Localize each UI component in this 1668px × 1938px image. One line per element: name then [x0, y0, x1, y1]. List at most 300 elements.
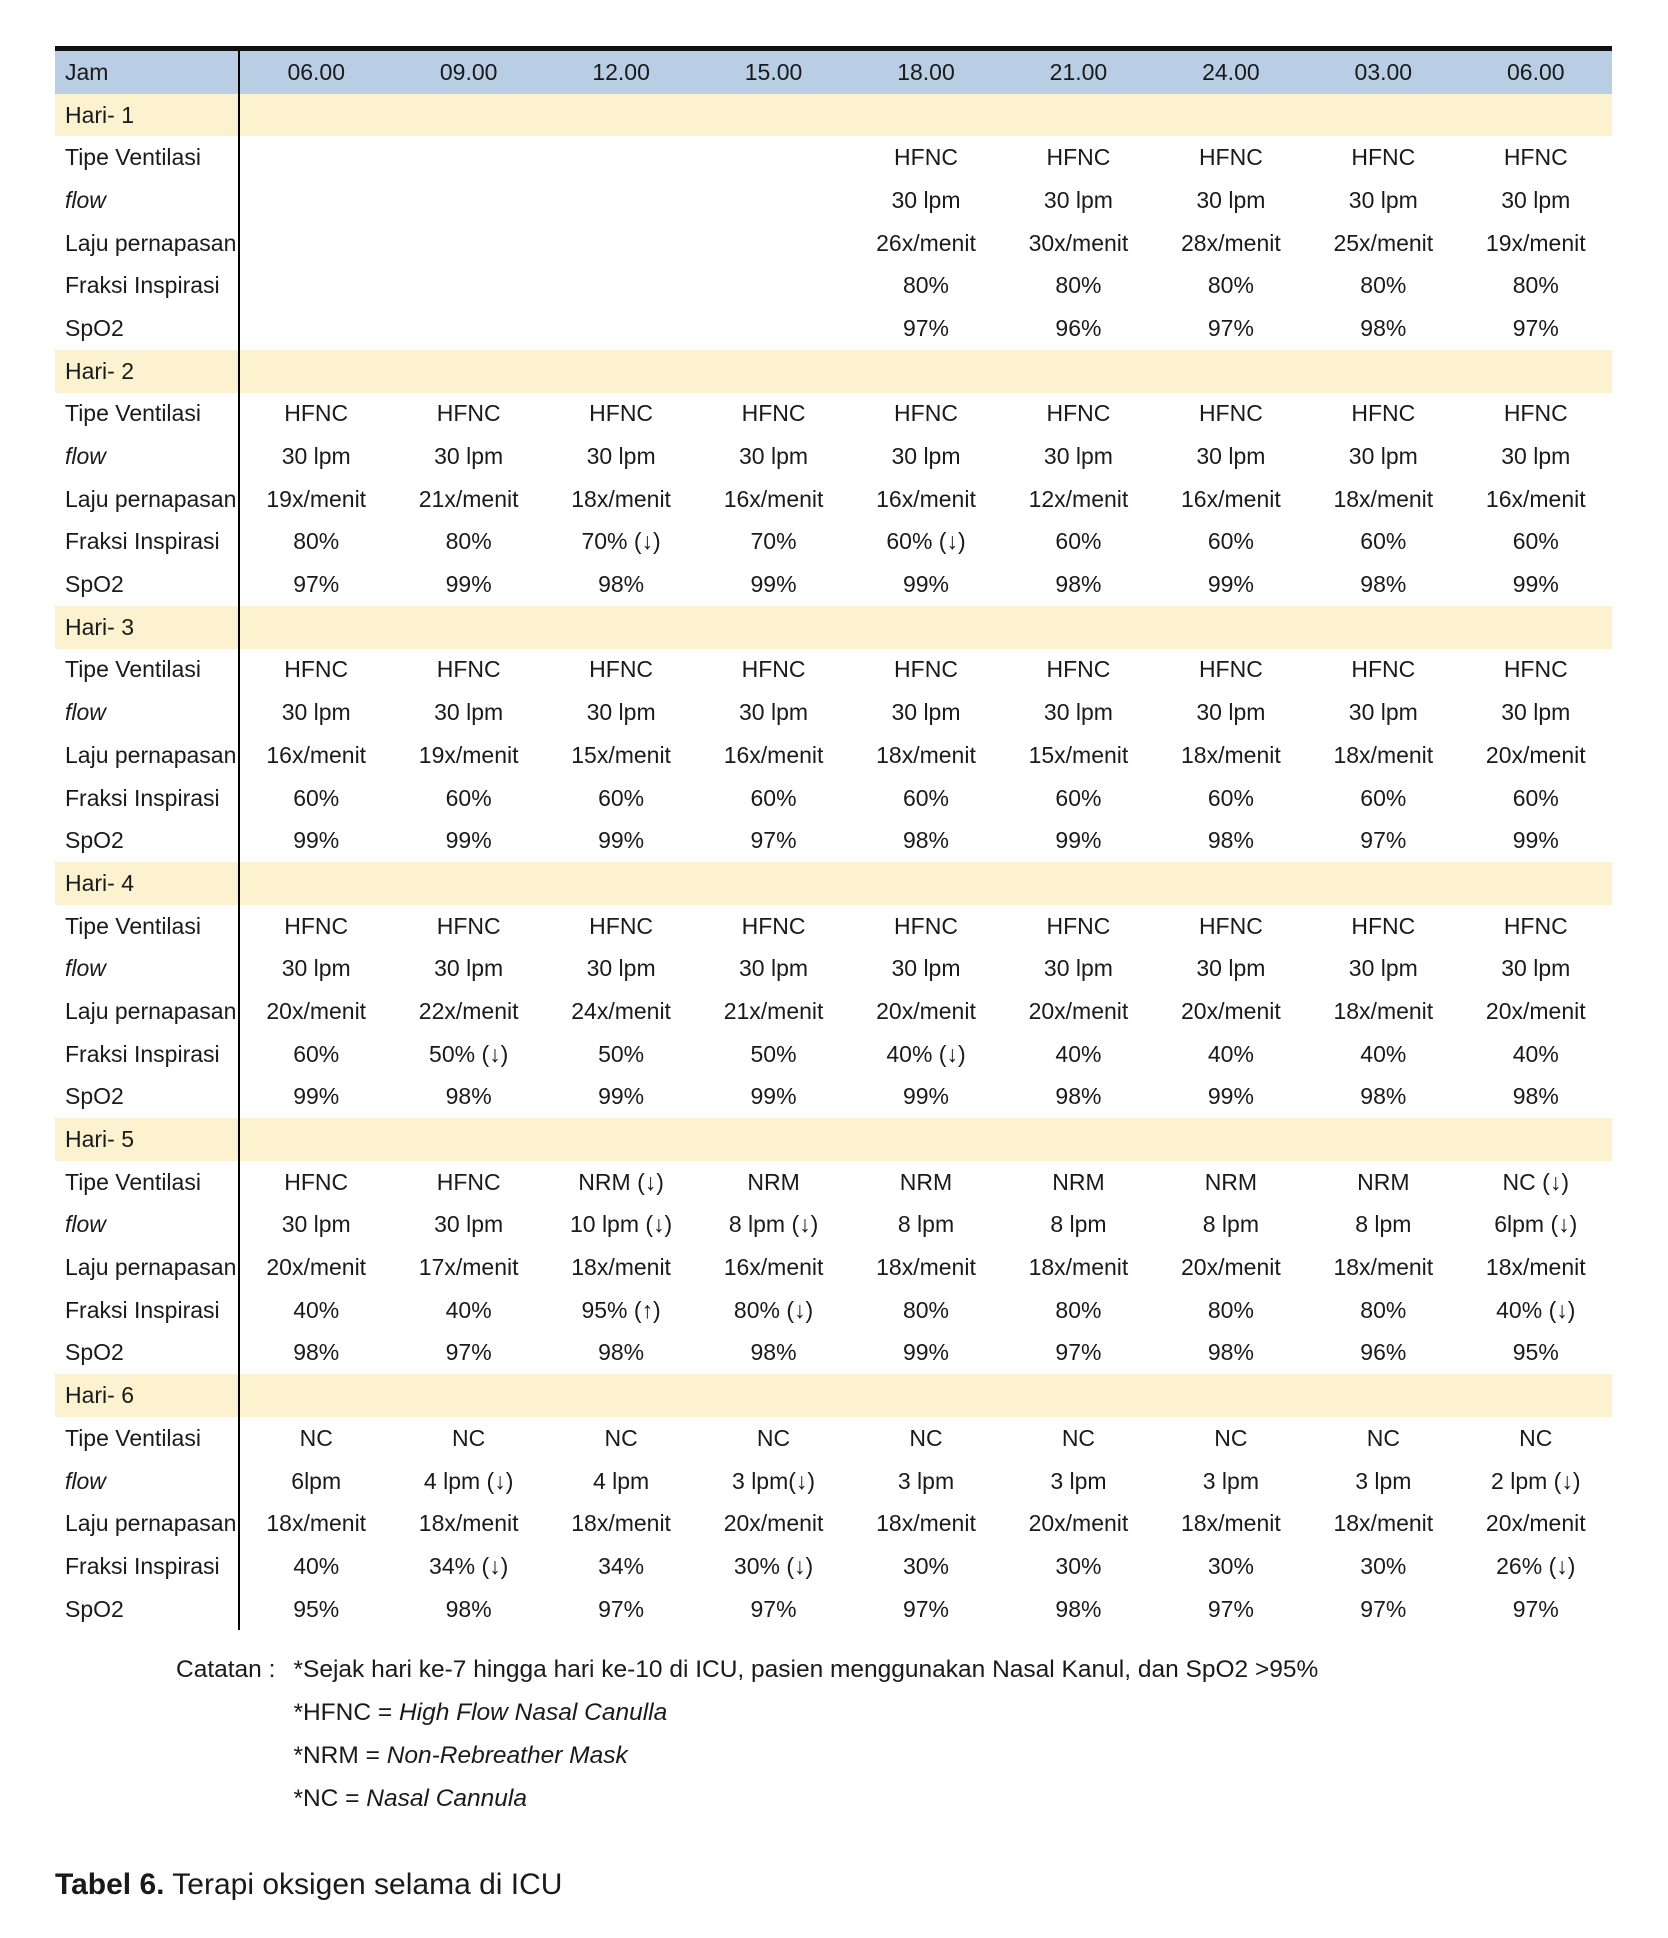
row-label: Laju pernapasan: [55, 1246, 240, 1289]
value-cell: 50% (↓): [429, 1040, 509, 1067]
value-cell: 98%: [445, 1595, 492, 1622]
value-cell: HFNC: [1503, 656, 1568, 683]
value-cell: 20x/menit: [1485, 997, 1586, 1024]
value-cell: 60%: [293, 784, 340, 811]
note-definition: Non-Rebreather Mask: [386, 1742, 628, 1769]
table-row: [55, 1204, 1612, 1247]
value-cell: 8 lpm: [1202, 1211, 1259, 1238]
value-cell: 30 lpm: [1501, 186, 1571, 213]
day-band: [240, 606, 1612, 649]
value-cell: 8 lpm: [897, 1211, 955, 1238]
value-cell: 20x/menit: [1028, 997, 1129, 1024]
note-line-4: [293, 1777, 1318, 1820]
value-cell: HFNC: [436, 1168, 501, 1195]
value-cell: [697, 307, 849, 350]
value-cell: HFNC: [741, 656, 806, 683]
value-cell: 30 lpm: [891, 443, 961, 470]
day-band: [240, 1374, 1612, 1417]
value-cell: 40%: [445, 1296, 492, 1323]
value-cell: 15x/menit: [1028, 741, 1129, 768]
value-cell: 20x/menit: [266, 997, 367, 1024]
value-cell: 97%: [445, 1339, 492, 1366]
value-cell: 28x/menit: [1181, 229, 1281, 256]
value-cell: 98%: [445, 1083, 492, 1110]
day-band: [240, 94, 1612, 137]
value-cell: 40%: [1512, 1040, 1559, 1067]
row-label: SpO2: [55, 307, 240, 350]
value-cell: [240, 136, 392, 179]
value-cell: [392, 222, 544, 265]
value-cell: 20x/menit: [266, 1254, 367, 1281]
value-cell: 3 lpm: [1050, 1467, 1107, 1494]
value-cell: 97%: [1360, 827, 1407, 854]
value-cell: HFNC: [436, 400, 501, 427]
note-line-2: [293, 1691, 1318, 1734]
value-cell: [545, 179, 697, 222]
value-cell: 25x/menit: [1333, 229, 1434, 256]
value-cell: 30%: [1055, 1552, 1102, 1579]
value-cell: 34% (↓): [429, 1552, 509, 1579]
header-cell: 09.00: [392, 51, 544, 94]
value-cell: 97%: [1055, 1339, 1102, 1366]
value-cell: 80%: [1360, 1296, 1407, 1323]
value-cell: NRM: [747, 1168, 800, 1195]
value-cell: HFNC: [1046, 144, 1111, 171]
row-label: Fraksi Inspirasi: [55, 777, 240, 820]
value-cell: 80%: [293, 528, 340, 555]
row-label: flow: [55, 435, 240, 478]
row-label: Tipe Ventilasi: [55, 1417, 240, 1460]
value-cell: 20x/menit: [876, 997, 976, 1024]
day-header-row: [55, 1118, 1612, 1161]
value-cell: 99%: [445, 827, 492, 854]
value-cell: [392, 307, 544, 350]
row-label: Fraksi Inspirasi: [55, 1289, 240, 1332]
value-cell: 60% (↓): [886, 528, 966, 555]
value-cell: 98%: [598, 571, 645, 598]
value-cell: 30 lpm: [739, 699, 809, 726]
value-cell: 99%: [1055, 827, 1102, 854]
value-cell: 30 lpm: [1348, 443, 1418, 470]
row-label: flow: [55, 1460, 240, 1503]
value-cell: 18x/menit: [876, 1510, 976, 1537]
value-cell: NRM: [1204, 1168, 1258, 1195]
row-label: Tipe Ventilasi: [55, 649, 240, 692]
value-cell: 30 lpm: [281, 955, 351, 982]
value-cell: 97%: [902, 314, 950, 341]
value-cell: 99%: [445, 571, 492, 598]
table-row: [55, 905, 1612, 948]
value-cell: 18x/menit: [1485, 1254, 1586, 1281]
value-cell: 8 lpm (↓): [728, 1211, 819, 1238]
day-label: Hari- 2: [55, 350, 240, 393]
header-cell: Jam: [55, 51, 240, 94]
value-cell: 96%: [1360, 1339, 1407, 1366]
value-cell: 97%: [902, 1595, 950, 1622]
table-row: [55, 1289, 1612, 1332]
row-label: Tipe Ventilasi: [55, 393, 240, 436]
value-cell: HFNC: [1503, 400, 1568, 427]
value-cell: 30 lpm: [1043, 699, 1113, 726]
value-cell: HFNC: [1046, 400, 1111, 427]
value-cell: 80%: [902, 1296, 950, 1323]
value-cell: HFNC: [1046, 656, 1111, 683]
table-row: [55, 1545, 1612, 1588]
value-cell: 60%: [445, 784, 492, 811]
value-cell: 97%: [1512, 314, 1559, 341]
value-cell: 40%: [293, 1296, 340, 1323]
notes-lines: [293, 1648, 1318, 1820]
value-cell: 80% (↓): [733, 1296, 814, 1323]
value-cell: 34%: [598, 1552, 645, 1579]
value-cell: NRM: [899, 1168, 953, 1195]
value-cell: 16x/menit: [266, 741, 367, 768]
value-cell: 16x/menit: [1485, 485, 1586, 512]
oxygen-therapy-table: [55, 46, 1612, 1630]
value-cell: 20x/menit: [1181, 997, 1281, 1024]
value-cell: 60%: [1055, 528, 1102, 555]
row-label: Laju pernapasan: [55, 734, 240, 777]
value-cell: 30 lpm: [1043, 443, 1113, 470]
value-cell: 16x/menit: [1181, 485, 1281, 512]
value-cell: 97%: [750, 827, 797, 854]
value-cell: 30%: [902, 1552, 950, 1579]
value-cell: 99%: [598, 827, 645, 854]
value-cell: 60%: [598, 784, 645, 811]
value-cell: 99%: [902, 1083, 950, 1110]
day-label: Hari- 1: [55, 94, 240, 137]
day-header-row: [55, 606, 1612, 649]
table-row: [55, 1460, 1612, 1503]
value-cell: 97%: [1360, 1595, 1407, 1622]
value-cell: 18x/menit: [418, 1510, 519, 1537]
value-cell: 10 lpm (↓): [569, 1211, 673, 1238]
value-cell: NC: [1519, 1424, 1553, 1451]
value-cell: 99%: [902, 571, 950, 598]
table-row: [55, 435, 1612, 478]
value-cell: 80%: [1207, 1296, 1254, 1323]
value-cell: 30 lpm: [1501, 955, 1571, 982]
value-cell: HFNC: [436, 912, 501, 939]
value-cell: 18x/menit: [1028, 1254, 1129, 1281]
row-label: SpO2: [55, 1076, 240, 1119]
value-cell: 98%: [1512, 1083, 1559, 1110]
value-cell: 97%: [1207, 314, 1254, 341]
value-cell: HFNC: [1198, 656, 1263, 683]
value-cell: HFNC: [1351, 144, 1416, 171]
value-cell: HFNC: [1198, 144, 1263, 171]
value-cell: 97%: [1207, 1595, 1254, 1622]
value-cell: HFNC: [1351, 912, 1416, 939]
value-cell: 15x/menit: [571, 741, 671, 768]
value-cell: NC (↓): [1502, 1168, 1569, 1195]
header-cell: 12.00: [545, 51, 697, 94]
value-cell: 30% (↓): [733, 1552, 814, 1579]
row-label: SpO2: [55, 1332, 240, 1375]
value-cell: 18x/menit: [1333, 1254, 1434, 1281]
value-cell: 99%: [293, 827, 340, 854]
value-cell: [545, 264, 697, 307]
table-row: [55, 1417, 1612, 1460]
value-cell: 20x/menit: [723, 1510, 824, 1537]
value-cell: 30 lpm: [1196, 443, 1266, 470]
value-cell: 95%: [293, 1595, 340, 1622]
value-cell: [545, 222, 697, 265]
row-label: Fraksi Inspirasi: [55, 1033, 240, 1076]
table-caption: [55, 1868, 562, 1902]
day-band: [240, 862, 1612, 905]
value-cell: 97%: [598, 1595, 645, 1622]
value-cell: 30 lpm: [434, 955, 504, 982]
value-cell: [392, 179, 544, 222]
day-header-row: [55, 94, 1612, 137]
value-cell: HFNC: [894, 656, 958, 683]
value-cell: 40%: [293, 1552, 340, 1579]
header-cell: 21.00: [1002, 51, 1154, 94]
value-cell: HFNC: [894, 144, 958, 171]
header-cell: 06.00: [1460, 51, 1612, 94]
value-cell: NC: [756, 1424, 791, 1451]
value-cell: 30 lpm: [891, 699, 961, 726]
value-cell: [697, 222, 849, 265]
value-cell: 21x/menit: [418, 485, 519, 512]
value-cell: HFNC: [589, 400, 654, 427]
row-label: SpO2: [55, 819, 240, 862]
value-cell: 40% (↓): [1496, 1296, 1576, 1323]
table-row: [55, 990, 1612, 1033]
value-cell: 24x/menit: [571, 997, 671, 1024]
row-label: flow: [55, 947, 240, 990]
value-cell: HFNC: [284, 400, 349, 427]
value-cell: 4 lpm (↓): [423, 1467, 514, 1494]
value-cell: 8 lpm: [1355, 1211, 1412, 1238]
value-cell: [545, 136, 697, 179]
value-cell: 30x/menit: [1028, 229, 1129, 256]
value-cell: 60%: [1207, 784, 1254, 811]
value-cell: [697, 179, 849, 222]
value-cell: 30 lpm: [1348, 699, 1418, 726]
value-cell: 17x/menit: [418, 1254, 519, 1281]
value-cell: 18x/menit: [571, 485, 671, 512]
value-cell: 18x/menit: [266, 1510, 367, 1537]
value-cell: 30 lpm: [1196, 955, 1266, 982]
value-cell: HFNC: [436, 656, 501, 683]
value-cell: 20x/menit: [1485, 1510, 1586, 1537]
value-cell: HFNC: [1503, 912, 1568, 939]
value-cell: 98%: [902, 827, 950, 854]
table-row: [55, 264, 1612, 307]
value-cell: 22x/menit: [418, 997, 519, 1024]
header-cell: 18.00: [850, 51, 1002, 94]
day-label: Hari- 4: [55, 862, 240, 905]
value-cell: 30 lpm: [281, 699, 351, 726]
value-cell: 3 lpm: [897, 1467, 955, 1494]
value-cell: 18x/menit: [1333, 997, 1434, 1024]
value-cell: NRM: [1357, 1168, 1410, 1195]
value-cell: [240, 264, 392, 307]
value-cell: 30%: [1360, 1552, 1407, 1579]
value-cell: 70% (↓): [581, 528, 661, 555]
notes: [176, 1648, 1318, 1820]
value-cell: 30 lpm: [739, 443, 809, 470]
value-cell: 4 lpm: [592, 1467, 650, 1494]
value-cell: 18x/menit: [571, 1510, 671, 1537]
value-cell: NC: [604, 1424, 638, 1451]
value-cell: 99%: [1512, 827, 1559, 854]
value-cell: 60%: [1207, 528, 1254, 555]
value-cell: [697, 136, 849, 179]
value-cell: 40%: [1055, 1040, 1102, 1067]
value-cell: 30 lpm: [891, 186, 961, 213]
value-cell: HFNC: [284, 912, 349, 939]
table-row: [55, 136, 1612, 179]
table-row: [55, 1588, 1612, 1631]
value-cell: 60%: [1360, 784, 1407, 811]
value-cell: NRM (↓): [578, 1168, 664, 1195]
value-cell: 95% (↑): [581, 1296, 661, 1323]
value-cell: HFNC: [1046, 912, 1111, 939]
row-label: Fraksi Inspirasi: [55, 521, 240, 564]
value-cell: 19x/menit: [418, 741, 519, 768]
caption-text: Terapi oksigen selama di ICU: [164, 1868, 563, 1901]
value-cell: NC: [1214, 1424, 1248, 1451]
day-label: Hari- 6: [55, 1374, 240, 1417]
row-label: Laju pernapasan: [55, 222, 240, 265]
table-row: [55, 179, 1612, 222]
value-cell: 98%: [1055, 571, 1102, 598]
value-cell: 6lpm: [291, 1467, 342, 1494]
table-row: [55, 1033, 1612, 1076]
value-cell: 16x/menit: [876, 485, 976, 512]
day-label: Hari- 3: [55, 606, 240, 649]
row-label: Laju pernapasan: [55, 1502, 240, 1545]
table-row: [55, 649, 1612, 692]
value-cell: 26% (↓): [1496, 1552, 1576, 1579]
note-definition: Nasal Cannula: [366, 1785, 527, 1812]
row-label: flow: [55, 1204, 240, 1247]
value-cell: NC: [452, 1424, 486, 1451]
day-header-row: [55, 350, 1612, 393]
value-cell: [392, 264, 544, 307]
value-cell: 30 lpm: [1501, 443, 1571, 470]
value-cell: 30 lpm: [1196, 186, 1266, 213]
value-cell: 60%: [902, 784, 950, 811]
value-cell: 50%: [598, 1040, 645, 1067]
value-cell: 99%: [1512, 571, 1559, 598]
value-cell: 30 lpm: [1196, 699, 1266, 726]
value-cell: 30 lpm: [891, 955, 961, 982]
value-cell: 18x/menit: [1333, 485, 1434, 512]
value-cell: 30 lpm: [434, 699, 504, 726]
table-row: [55, 1246, 1612, 1289]
day-band: [240, 1118, 1612, 1161]
value-cell: HFNC: [1198, 912, 1263, 939]
value-cell: 20x/menit: [1181, 1254, 1281, 1281]
value-cell: 99%: [1207, 1083, 1254, 1110]
row-label: Laju pernapasan: [55, 990, 240, 1033]
value-cell: 16x/menit: [723, 741, 824, 768]
value-cell: 98%: [1207, 827, 1254, 854]
table-row: [55, 734, 1612, 777]
value-cell: 30 lpm: [281, 1211, 351, 1238]
value-cell: 96%: [1055, 314, 1102, 341]
value-cell: [240, 222, 392, 265]
value-cell: 99%: [1207, 571, 1254, 598]
value-cell: 60%: [1512, 784, 1559, 811]
row-label: Laju pernapasan: [55, 478, 240, 521]
value-cell: 18x/menit: [1181, 741, 1281, 768]
table-row: [55, 563, 1612, 606]
day-label: Hari- 5: [55, 1118, 240, 1161]
value-cell: HFNC: [741, 400, 806, 427]
value-cell: 99%: [293, 1083, 340, 1110]
value-cell: 3 lpm(↓): [732, 1467, 816, 1494]
value-cell: NC: [1061, 1424, 1096, 1451]
table-row: [55, 393, 1612, 436]
value-cell: 98%: [1055, 1595, 1102, 1622]
value-cell: 50%: [750, 1040, 797, 1067]
value-cell: 20x/menit: [1028, 1510, 1129, 1537]
row-label: flow: [55, 179, 240, 222]
value-cell: 30 lpm: [586, 443, 656, 470]
value-cell: 80%: [902, 272, 950, 299]
value-cell: 60%: [1055, 784, 1102, 811]
value-cell: 30 lpm: [434, 1211, 504, 1238]
value-cell: [697, 264, 849, 307]
header-cell: 24.00: [1155, 51, 1307, 94]
header-cell: 15.00: [697, 51, 849, 94]
value-cell: 18x/menit: [1333, 1510, 1434, 1537]
value-cell: 30 lpm: [586, 955, 656, 982]
table-row: [55, 478, 1612, 521]
value-cell: 30 lpm: [434, 443, 504, 470]
value-cell: 98%: [1207, 1339, 1254, 1366]
value-cell: 30 lpm: [1348, 955, 1418, 982]
table-row: [55, 1076, 1612, 1119]
notes-label: Catatan :: [176, 1656, 276, 1683]
value-cell: 99%: [902, 1339, 950, 1366]
note-abbrev: *NC =: [293, 1785, 367, 1812]
table-row: [55, 777, 1612, 820]
table-row: [55, 691, 1612, 734]
value-cell: 80%: [1512, 272, 1559, 299]
row-label: SpO2: [55, 563, 240, 606]
day-band: [240, 350, 1612, 393]
value-cell: 60%: [1360, 528, 1407, 555]
value-cell: 18x/menit: [1181, 1510, 1281, 1537]
value-cell: 98%: [293, 1339, 340, 1366]
value-cell: NRM: [1052, 1168, 1105, 1195]
value-cell: 98%: [598, 1339, 645, 1366]
row-label: flow: [55, 691, 240, 734]
value-cell: HFNC: [589, 912, 654, 939]
value-cell: 99%: [750, 1083, 797, 1110]
value-cell: 97%: [1512, 1595, 1559, 1622]
row-label: Tipe Ventilasi: [55, 136, 240, 179]
value-cell: 19x/menit: [1485, 229, 1586, 256]
caption-number: Tabel 6.: [55, 1868, 165, 1901]
value-cell: HFNC: [894, 912, 958, 939]
value-cell: HFNC: [1503, 144, 1568, 171]
table-row: [55, 1161, 1612, 1204]
value-cell: 20x/menit: [1485, 741, 1586, 768]
row-label: Tipe Ventilasi: [55, 1161, 240, 1204]
table-row: [55, 819, 1612, 862]
value-cell: 30 lpm: [1501, 699, 1571, 726]
value-cell: 30 lpm: [1043, 186, 1113, 213]
value-cell: 97%: [750, 1595, 797, 1622]
row-label: Fraksi Inspirasi: [55, 1545, 240, 1588]
